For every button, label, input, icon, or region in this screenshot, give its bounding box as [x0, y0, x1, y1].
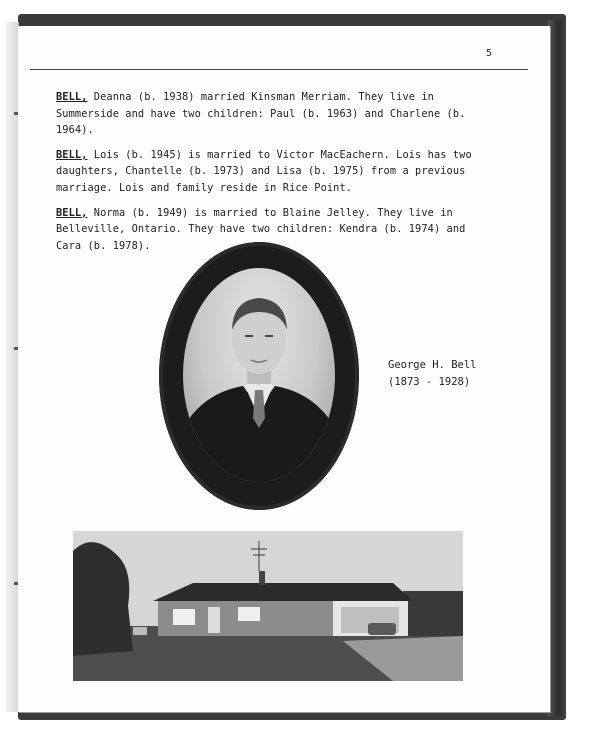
entry-surname: BELL,: [56, 148, 88, 161]
portrait-caption: [388, 357, 477, 391]
entry-text: Norma (b. 1949) is married to Blaine Jelley. They live in Belleville, Ontario. They have two children: Kendra (b. 1974) and Cara (b. 1978).: [56, 206, 466, 252]
family-entries: [56, 89, 496, 262]
entry-surname: BELL,: [56, 206, 88, 219]
entry-surname: BELL,: [56, 91, 88, 103]
house-photo: [73, 531, 463, 681]
binder-edge: [548, 20, 566, 716]
portrait-figure: [183, 268, 335, 482]
caption-dates: (1873 - 1928): [388, 376, 471, 388]
header-rule: [30, 69, 528, 70]
entry-deanna: [56, 89, 496, 139]
entry-text: Deanna (b. 1938) married Kinsman Merriam. They live in Summerside and have two children: Paul (b. 1963) and Charlene (b. 1964).: [56, 91, 466, 137]
caption-name: George H. Bell: [388, 359, 477, 371]
portrait-photo: [183, 268, 335, 482]
page-number: 5: [486, 48, 493, 59]
entry-text: Lois (b. 1945) is married to Victor MacEachern. Lois has two daughters, Chantelle (b. 1973) and Lisa (b. 1975) from a previous marriage. Lois and family reside in Rice Point.: [56, 148, 472, 194]
house-scene: [73, 531, 463, 681]
portrait-frame: [159, 242, 359, 510]
entry-lois: [56, 147, 496, 197]
